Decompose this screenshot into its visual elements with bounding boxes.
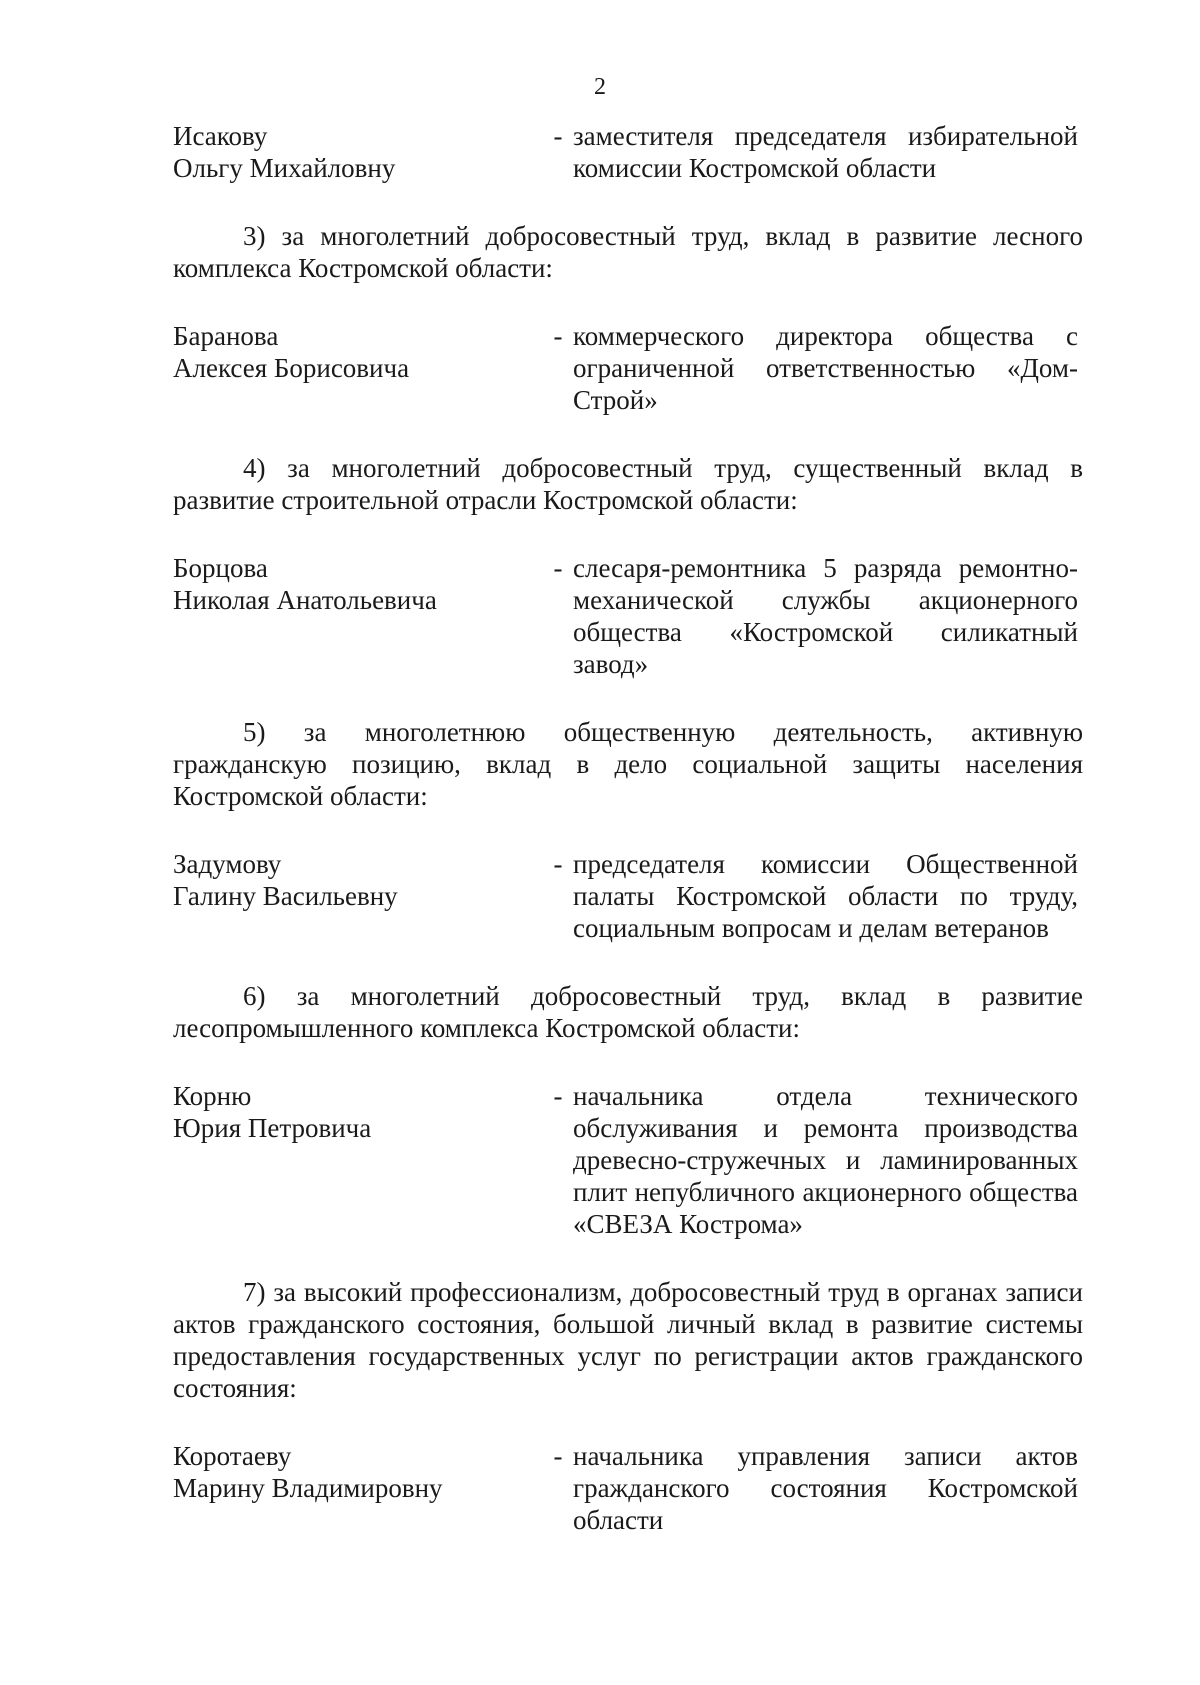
recipient-name: [173, 320, 543, 416]
recipient-surname: Корню: [173, 1081, 252, 1111]
recipient-position: председателя комиссии Общественной палаты Костромской области по труду, социальным вопросам и делам ветеранов: [573, 849, 1078, 943]
award-entry: [173, 1080, 1083, 1240]
award-entry: [173, 848, 1083, 944]
award-category: 6) за многолетний добросовестный труд, вклад в развитие лесопромышленного комплекса Костромской области:: [173, 981, 1083, 1043]
recipient-given-names: Алексея Борисовича: [173, 353, 410, 383]
separator-dash: -: [553, 321, 563, 351]
award-entry: [173, 552, 1083, 680]
recipient-given-names: Юрия Петровича: [173, 1113, 372, 1143]
page-number: 2: [594, 74, 606, 100]
award-category: 4) за многолетний добросовестный труд, существенный вклад в развитие строительной отрасли Костромской области:: [173, 453, 1083, 515]
recipient-surname: Баранова: [173, 321, 279, 351]
recipient-position: начальника управления записи актов гражданского состояния Костромской области: [573, 1441, 1078, 1535]
award-entry: [173, 120, 1083, 184]
recipient-position: слесаря-ремонтника 5 разряда ремонтно-механической службы акционерного общества «Костромской силикатный завод»: [573, 553, 1078, 679]
recipient-given-names: Галину Васильевну: [173, 881, 398, 911]
award-category: 5) за многолетнюю общественную деятельность, активную гражданскую позицию, вклад в дело социальной защиты населения Костромской области:: [173, 717, 1083, 811]
recipient-surname: Задумову: [173, 849, 282, 879]
recipient-name: [173, 552, 543, 680]
separator-dash: -: [553, 1441, 563, 1471]
recipient-given-names: Марину Владимировну: [173, 1473, 443, 1503]
separator-dash: -: [553, 121, 563, 151]
separator-dash: -: [553, 849, 563, 879]
recipient-surname: Коротаеву: [173, 1441, 292, 1471]
recipient-surname: Борцова: [173, 553, 268, 583]
document-body: [173, 120, 1083, 1572]
award-category: 7) за высокий профессионализм, добросовестный труд в органах записи актов гражданского состояния, большой личный вклад в развитие системы предоставления государственных услуг по регистрации актов гражданского состояния:: [173, 1277, 1083, 1403]
recipient-surname: Исакову: [173, 121, 268, 151]
recipient-given-names: Николая Анатольевича: [173, 585, 437, 615]
recipient-position: начальника отдела технического обслуживания и ремонта производства древесно-стружечных и ламинированных плит непубличного акционерного общества «СВЕЗА Кострома»: [573, 1081, 1078, 1239]
recipient-name: [173, 848, 543, 944]
recipient-name: [173, 120, 543, 184]
award-entry: [173, 1440, 1083, 1536]
recipient-position: коммерческого директора общества с ограниченной ответственностью «Дом-Строй»: [573, 321, 1078, 415]
award-category: 3) за многолетний добросовестный труд, вклад в развитие лесного комплекса Костромской области:: [173, 221, 1083, 283]
recipient-name: [173, 1440, 543, 1536]
recipient-given-names: Ольгу Михайловну: [173, 153, 396, 183]
separator-dash: -: [553, 553, 563, 583]
recipient-position: заместителя председателя избирательной комиссии Костромской области: [573, 121, 1078, 183]
recipient-name: [173, 1080, 543, 1240]
award-entry: [173, 320, 1083, 416]
separator-dash: -: [553, 1081, 563, 1111]
